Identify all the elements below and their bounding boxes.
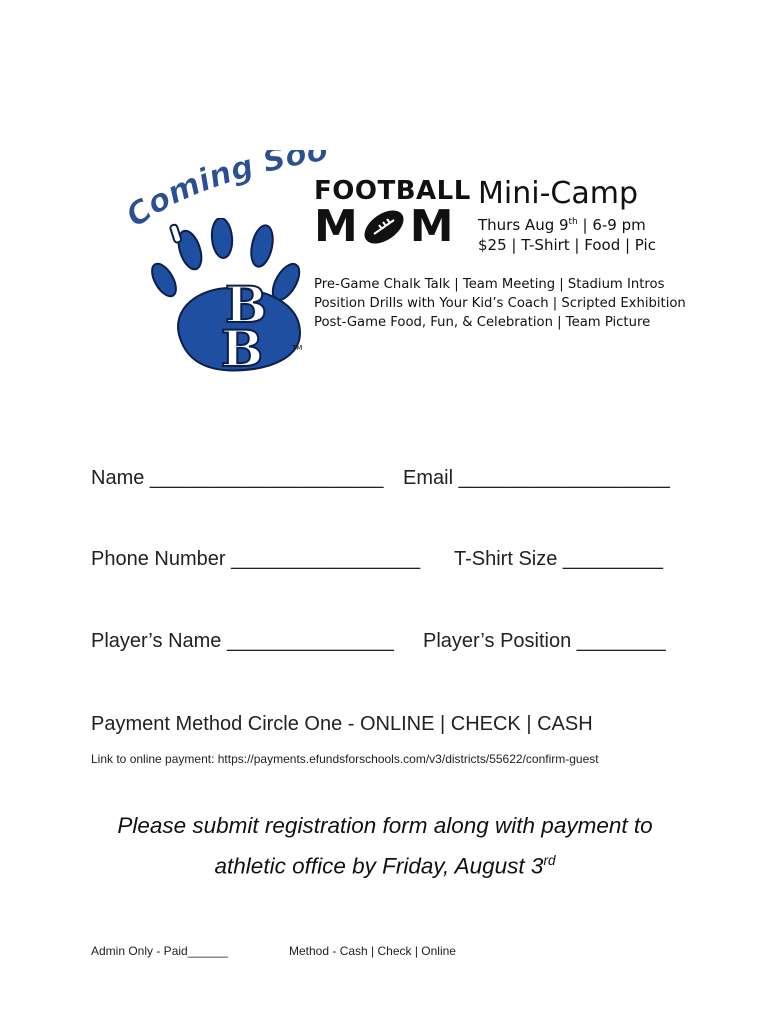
bb-paw-logo	[150, 218, 310, 378]
activity-line: Position Drills with Your Kid’s Coach | Scripted Exhibition	[314, 296, 686, 311]
logo-mom-right-letter: M	[409, 201, 454, 252]
logo-football-word: FOOTBALL	[314, 176, 471, 206]
event-title: Mini-Camp	[478, 176, 638, 211]
tshirt-size-field[interactable]: T-Shirt Size _________	[454, 548, 664, 570]
paw-letter-top: B	[224, 275, 268, 334]
activity-line: Post-Game Food, Fun, & Celebration | Team Picture	[314, 315, 651, 330]
paw-letter-bottom: B	[220, 319, 264, 378]
notice-ordinal: rd	[543, 853, 556, 868]
event-price-line: $25 | T-Shirt | Food | Pic	[478, 236, 656, 254]
date-main: Thurs Aug 9	[478, 216, 569, 234]
phone-field[interactable]: Phone Number _________________	[91, 548, 421, 570]
notice-line-1: Please submit registration form along with payment to	[117, 813, 653, 838]
notice-line-2	[0, 843, 770, 884]
logo-mom-left-letter: M	[314, 201, 358, 252]
logo-mom-word	[314, 201, 464, 252]
player-position-field[interactable]: Player’s Position ________	[423, 630, 666, 652]
admin-paid: Admin Only - Paid______	[91, 944, 228, 958]
coming-soon-label: oming Soo	[140, 150, 331, 223]
event-date	[478, 216, 646, 234]
activity-line: Pre-Game Chalk Talk | Team Meeting | Stadium Intros	[314, 277, 665, 292]
submission-notice	[0, 808, 770, 884]
event-activities	[314, 275, 686, 332]
notice-deadline: athletic office by Friday, August 3	[214, 853, 544, 879]
player-name-field[interactable]: Player’s Name _______________	[91, 630, 394, 652]
email-field[interactable]: Email ___________________	[403, 467, 670, 489]
payment-link[interactable]: Link to online payment: https://payments.efundsforschools.com/v3/districts/55622/confirm-guest	[91, 752, 599, 766]
football-mom-logo	[314, 176, 471, 258]
date-time: | 6-9 pm	[577, 216, 646, 234]
name-field[interactable]: Name _____________________	[91, 467, 384, 489]
football-icon	[360, 208, 408, 246]
trademark-mark: TM	[292, 344, 303, 352]
date-ordinal: th	[568, 217, 578, 227]
payment-method-field[interactable]: Payment Method Circle One - ONLINE | CHECK | CASH	[91, 713, 593, 735]
admin-method: Method - Cash | Check | Online	[289, 944, 456, 958]
